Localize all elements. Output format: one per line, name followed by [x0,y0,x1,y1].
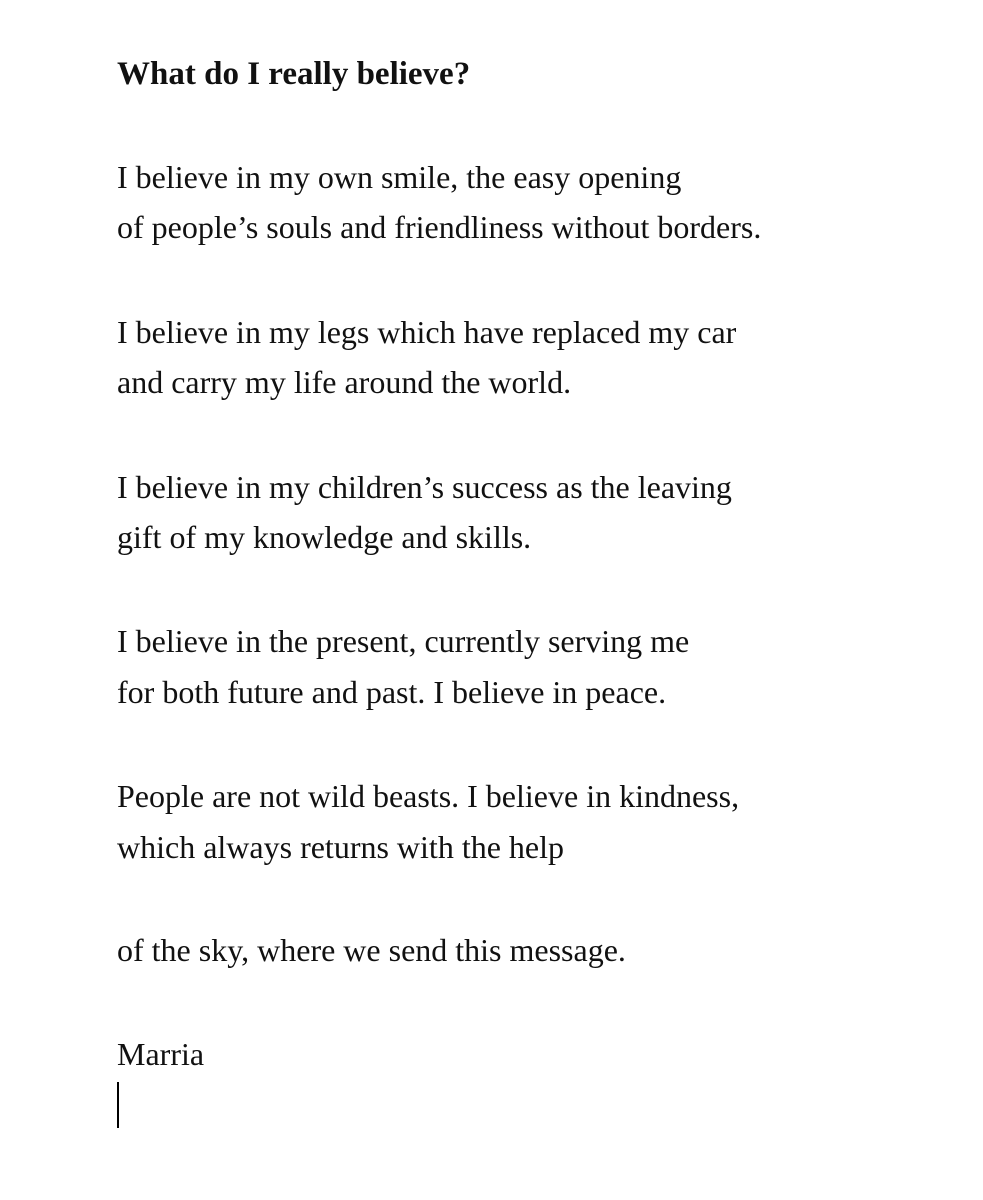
poem-line: of people’s souls and friendliness without borders. [117,209,762,245]
poem-title: What do I really believe? [117,56,471,92]
poem-line: I believe in my children’s success as the leaving [117,469,732,505]
poem-line: I believe in my legs which have replaced my car [117,314,737,350]
poem-line: which always returns with the help [117,829,564,865]
signature: Marria [117,1036,205,1072]
poem-line: of the sky, where we send this message. [117,932,626,968]
text-cursor[interactable] [117,1082,119,1128]
poem-line: and carry my life around the world. [117,364,572,400]
poem-line: for both future and past. I believe in peace. [117,674,667,710]
poem-line: gift of my knowledge and skills. [117,519,532,555]
poem-line: I believe in my own smile, the easy opening [117,159,682,195]
poem-line: I believe in the present, currently serving me [117,623,690,659]
poem-line: People are not wild beasts. I believe in kindness, [117,778,740,814]
